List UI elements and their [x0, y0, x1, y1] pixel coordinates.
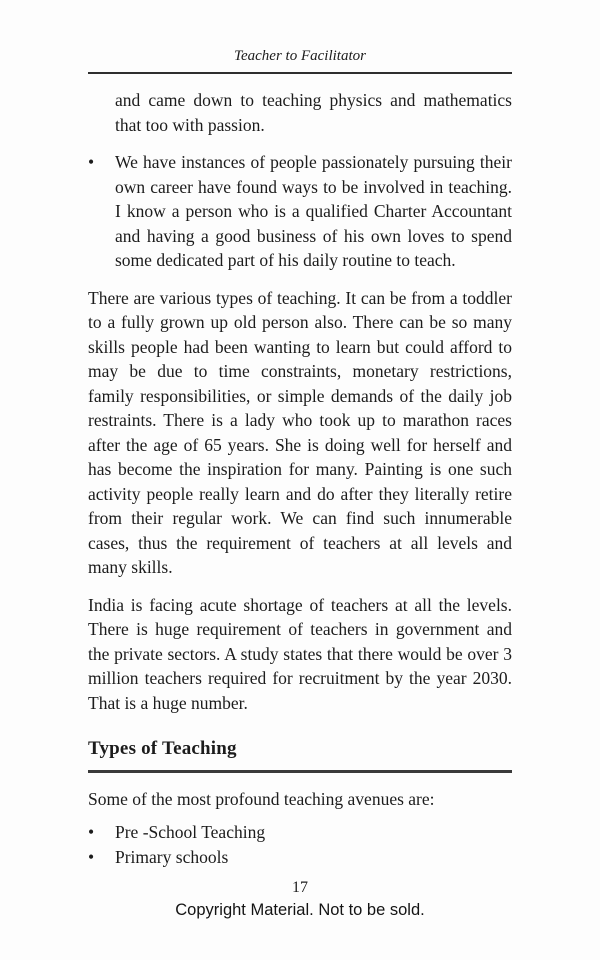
bullet-icon — [88, 150, 115, 273]
list-item — [88, 820, 512, 845]
list-item-text: Pre -School Teaching — [115, 822, 266, 842]
list-item — [88, 150, 512, 273]
section-intro: Some of the most profound teaching avenues are: — [88, 788, 435, 809]
bullet-icon — [88, 845, 115, 870]
copyright-notice: Copyright Material. Not to be sold. — [175, 901, 425, 919]
running-header — [88, 48, 512, 74]
bullet-icon — [88, 820, 115, 845]
teaching-avenues-list — [88, 820, 512, 870]
paragraph: There are various types of teaching. It can be from a toddler to a fully grown up old person also. There can be so many skills people had been wanting to learn but could afford to may be due to time constraints, monetary restrictions, family responsibilities, or simple demands of the daily job restraints. There is a lady who took up to marathon races after the age of 65 years. She is doing well for herself and has become the inspiration for many. Painting is one such activity people really learn and do after they literally retire from their regular work. We can find such innumerable cases, thus the requirement of teachers at all levels and many skills. — [88, 287, 512, 577]
list-item-text: Primary schools — [115, 847, 229, 867]
page-body — [88, 74, 512, 870]
continuation-paragraph: and came down to teaching physics and mathematics that too with passion. — [115, 90, 512, 135]
running-header-title: Teacher to Facilitator — [234, 48, 366, 64]
page-footer — [88, 879, 512, 960]
page-number: 17 — [292, 879, 308, 896]
section-heading: Types of Teaching — [88, 737, 512, 773]
list-item — [88, 845, 512, 870]
list-item-text: We have instances of people passionately pursuing their own career have found ways to be involved in teaching. I know a person who is a qualified Charter Accountant and having a good business of his own loves to spend some dedicated part of his daily routine to teach. — [115, 152, 512, 270]
paragraph: India is facing acute shortage of teachers at all the levels. There is huge requirement of teachers in government and the private sectors. A study states that there would be over 3 million teachers required for recruitment by the year 2030. That is a huge number. — [88, 594, 512, 713]
